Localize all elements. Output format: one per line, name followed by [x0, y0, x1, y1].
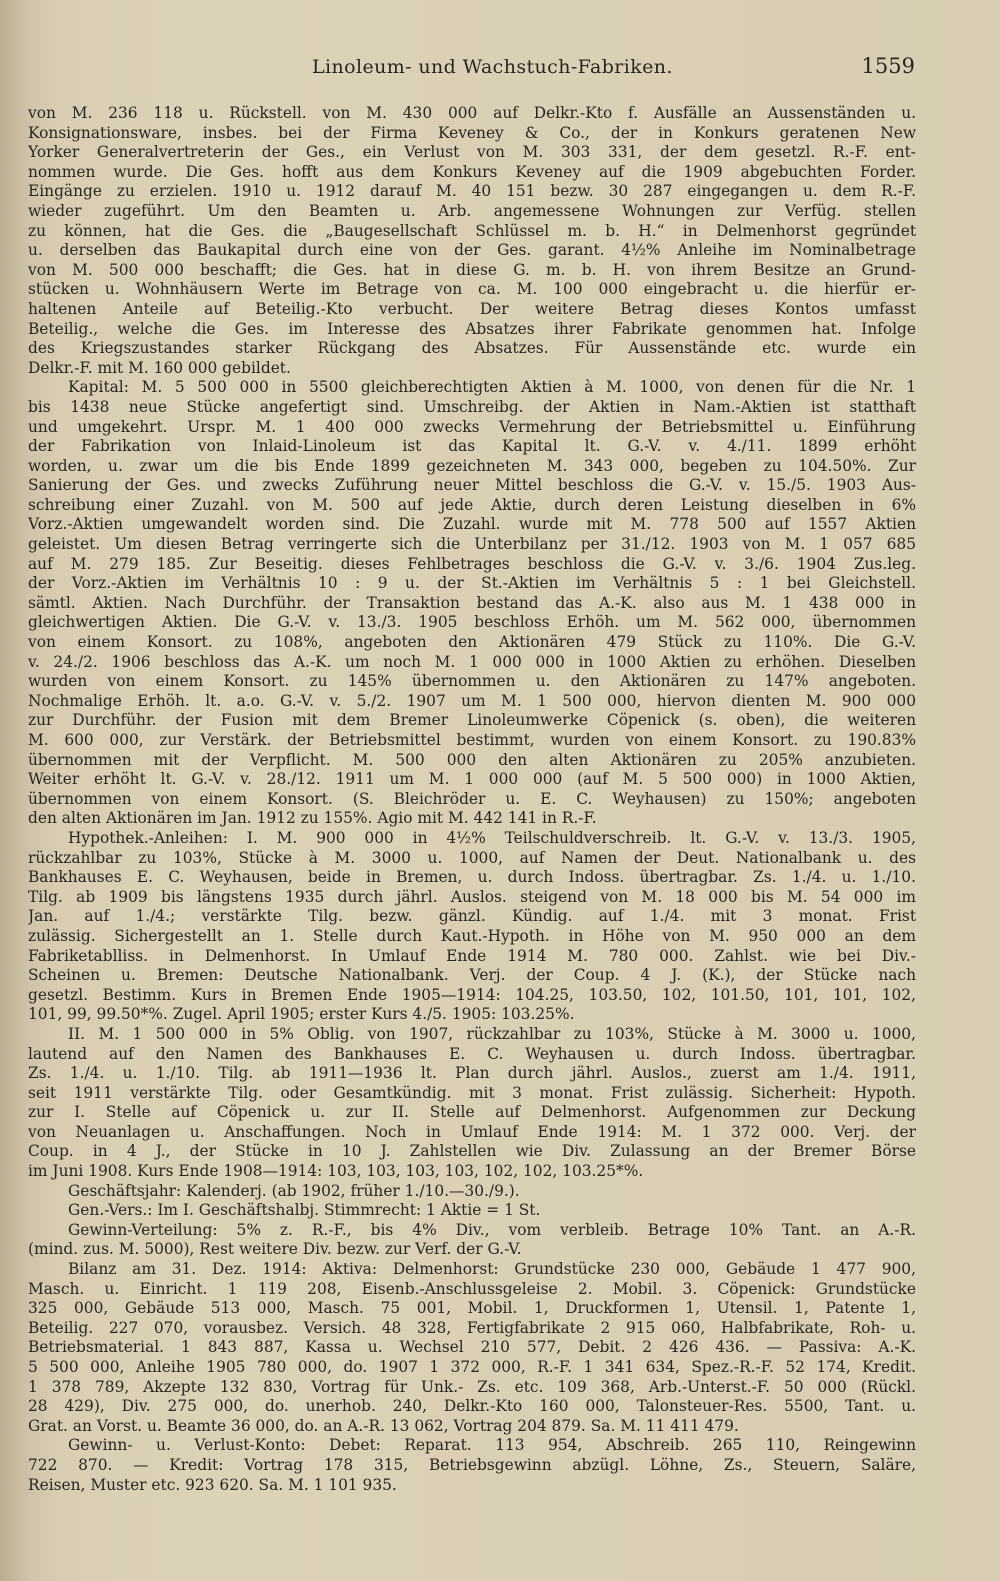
text-line: Beteilig., welche die Ges. im Interesse des Absatzes ihrer Fabrikate genommen hat. Infolge [28, 319, 916, 338]
page-header [0, 52, 1000, 86]
text-line: Nochmalige Erhöh. lt. a.o. G.-V. v. 5./2. 1907 um M. 1 500 000, hiervon dienten M. 900 000 [28, 691, 916, 710]
text-line: im Juni 1908. Kurs Ende 1908—1914: 103, 103, 103, 103, 102, 102, 103.25*%. [28, 1162, 644, 1181]
text-line: Jan. auf 1./4.; verstärkte Tilg. bezw. gänzl. Kündig. auf 1./4. mit 3 monat. Frist [28, 907, 916, 926]
text-line: geleistet. Um diesen Betrag verringerte sich die Unterbilanz per 31./12. 1903 von M. 1 057 685 [28, 535, 916, 554]
text-line: rückzahlbar zu 103%, Stücke à M. 3000 u. 1000, auf Namen der Deut. Nationalbank u. des [28, 848, 916, 867]
text-line: schreibung einer Zuzahl. von M. 500 auf jede Aktie, durch deren Leistung dieselben in 6% [28, 495, 916, 514]
text-line: Kapital: M. 5 500 000 in 5500 gleichberechtigten Aktien à M. 1000, von denen für die Nr. 1 [68, 378, 916, 397]
text-line: von Neuanlagen u. Anschaffungen. Noch in Umlauf Ende 1914: M. 1 372 000. Verj. der [28, 1122, 916, 1141]
text-line: Geschäftsjahr: Kalenderj. (ab 1902, früher 1./10.—30./9.). [68, 1181, 520, 1200]
text-line: gesetzl. Bestimm. Kurs in Bremen Ende 1905—1914: 104.25, 103.50, 102, 101.50, 101, 101, 102, [28, 985, 916, 1004]
text-line: bis 1438 neue Stücke angefertigt sind. Umschreibg. der Aktien in Nam.-Aktien ist statthaft [28, 397, 916, 416]
text-line: II. M. 1 500 000 in 5% Oblig. von 1907, rückzahlbar zu 103%, Stücke à M. 3000 u. 1000, [68, 1024, 916, 1043]
body-text [28, 104, 916, 1495]
text-line: Weiter erhöht lt. G.-V. v. 28./12. 1911 um M. 1 000 000 (auf M. 5 500 000) in 1000 Aktien, [28, 770, 916, 789]
text-line: Vorz.-Aktien umgewandelt worden sind. Die Zuzahl. wurde mit M. 778 500 auf 1557 Aktien [28, 515, 916, 534]
text-line: (mind. zus. M. 5000), Rest weitere Div. bezw. zur Verf. der G.-V. [28, 1240, 522, 1259]
text-line: von einem Konsort. zu 108%, angeboten den Aktionären 479 Stück zu 110%. Die G.-V. [28, 633, 916, 652]
text-line: Reisen, Muster etc. 923 620. Sa. M. 1 101 935. [28, 1475, 397, 1494]
text-line: 28 429), Div. 275 000, do. unerhob. 240, Delkr.-Kto 160 000, Talonsteuer-Res. 5500, Tant. u. [28, 1397, 916, 1416]
text-line: Delkr.-F. mit M. 160 000 gebildet. [28, 358, 291, 377]
text-line: den alten Aktionären im Jan. 1912 zu 155%. Agio mit M. 442 141 in R.-F. [28, 809, 597, 828]
text-line: der Fabrikation von Inlaid-Linoleum ist das Kapital lt. G.-V. v. 4./11. 1899 erhöht [28, 437, 916, 456]
text-line: Bilanz am 31. Dez. 1914: Aktiva: Delmenhorst: Grundstücke 230 000, Gebäude 1 477 900, [68, 1260, 916, 1279]
text-line: sämtl. Aktien. Nach Durchführ. der Transaktion bestand das A.-K. also aus M. 1 438 000 in [28, 593, 916, 612]
text-line: von M. 236 118 u. Rückstell. von M. 430 000 auf Delkr.-Kto f. Ausfälle an Aussenständen u. [28, 104, 916, 122]
text-line: gleichwertigen Aktien. Die G.-V. v. 13./3. 1905 beschloss Erhöh. um M. 562 000, übernommen [28, 613, 916, 632]
text-line: Gen.-Vers.: Im I. Geschäftshalbj. Stimmrecht: 1 Aktie = 1 St. [68, 1201, 541, 1220]
text-line: u. derselben das Baukapital durch eine von der Ges. garant. 4½% Anleihe im Nominalbetrage [28, 241, 916, 260]
text-line: Hypothek.-Anleihen: I. M. 900 000 in 4½% Teilschuldverschreib. lt. G.-V. v. 13./3. 1905, [68, 828, 916, 847]
text-line: Yorker Generalvertreterin der Ges., ein Verlust von M. 303 331, der dem gesetzl. R.-F. ent- [28, 143, 916, 162]
text-line: wieder zugeführt. Um den Beamten u. Arb. angemessene Wohnungen zur Verfüg. stellen [28, 201, 916, 220]
text-line: Scheinen u. Bremen: Deutsche Nationalbank. Verj. der Coup. 4 J. (K.), der Stücke nach [28, 966, 916, 985]
text-line: 101, 99, 99.50*%. Zugel. April 1905; erster Kurs 4./5. 1905: 103.25%. [28, 1005, 575, 1024]
text-line: Masch. u. Einricht. 1 119 208, Eisenb.-Anschlussgeleise 2. Mobil. 3. Cöpenick: Grundstücke [28, 1279, 916, 1298]
page-number: 1559 [861, 54, 915, 78]
text-line: der Vorz.-Aktien im Verhältnis 10 : 9 u. der St.-Aktien im Verhältnis 5 : 1 bei Gleichstell. [28, 574, 916, 593]
text-line: M. 600 000, zur Verstärk. der Betriebsmittel bestimmt, wurden von einem Konsort. zu 190.83% [28, 731, 916, 749]
text-line: von M. 500 000 beschafft; die Ges. hat in diese G. m. b. H. von ihrem Besitze an Grund- [28, 260, 916, 279]
text-line: Gewinn-Verteilung: 5% z. R.-F., bis 4% Div., vom verbleib. Betrage 10% Tant. an A.-R. [68, 1220, 916, 1239]
text-line: Konsignationsware, insbes. bei der Firma Keveney & Co., der in Konkurs geratenen New [28, 123, 916, 142]
text-line: 722 870. — Kredit: Vortrag 178 315, Betriebsgewinn abzügl. Löhne, Zs., Steuern, Saläre, [28, 1455, 916, 1474]
text-line: v. 24./2. 1906 beschloss das A.-K. um noch M. 1 000 000 in 1000 Aktien zu erhöhen. Dieselben [28, 652, 916, 671]
text-line: Zs. 1./4. u. 1./10. Tilg. ab 1911—1936 lt. Plan durch jährl. Auslos., zuerst am 1./4. 1911, [28, 1064, 916, 1083]
text-line: zulässig. Sichergestellt an 1. Stelle durch Kaut.-Hypoth. in Höhe von M. 950 000 an dem [28, 926, 916, 945]
text-line: Betriebsmaterial. 1 843 887, Kassa u. Wechsel 210 577, Debit. 2 426 436. — Passiva: A.-K. [28, 1338, 916, 1357]
text-line: zur Durchführ. der Fusion mit dem Bremer Linoleumwerke Cöpenick (s. oben), die weiteren [28, 711, 916, 730]
text-line: wurden von einem Konsort. zu 145% übernommen u. den Aktionären zu 147% angeboten. [28, 672, 916, 691]
text-line: Sanierung der Ges. und zwecks Zuführung neuer Mittel beschloss die G.-V. v. 15./5. 1903 Aus- [28, 476, 916, 495]
text-line: und umgekehrt. Urspr. M. 1 400 000 zwecks Vermehrung der Betriebsmittel u. Einführung [28, 417, 916, 436]
text-line: Eingänge zu erzielen. 1910 u. 1912 darauf M. 40 151 bezw. 30 287 eingegangen u. dem R.-F. [28, 182, 916, 201]
text-line: Grat. an Vorst. u. Beamte 36 000, do. an A.-R. 13 062, Vortrag 204 879. Sa. M. 11 411 479. [28, 1416, 739, 1435]
text-line: Gewinn- u. Verlust-Konto: Debet: Reparat. 113 954, Abschreib. 265 110, Reingewinn [68, 1436, 916, 1455]
text-line: Coup. in 4 J., der Stücke in 10 J. Zahlstellen wie Div. Zulassung an der Bremer Börse [28, 1142, 916, 1161]
text-line: Beteilig. 227 070, vorausbez. Versich. 48 328, Fertigfabrikate 2 915 060, Halbfabrikate, Roh- u. [28, 1318, 916, 1337]
text-line: stücken u. Wohnhäusern Werte im Betrage von ca. M. 100 000 eingebracht u. die hierfür er- [28, 280, 916, 299]
text-line: 5 500 000, Anleihe 1905 780 000, do. 1907 1 372 000, R.-F. 1 341 634, Spez.-R.-F. 52 174, Kredit. [28, 1358, 916, 1376]
running-title: Linoleum- und Wachstuch-Fabriken. [312, 56, 673, 78]
text-line: worden, u. zwar um die bis Ende 1899 gezeichneten M. 343 000, begeben zu 104.50%. Zur [28, 456, 916, 475]
text-line: übernommen von einem Konsort. (S. Bleichröder u. E. C. Weyhausen) zu 150%; angeboten [28, 789, 916, 808]
text-line: haltenen Anteile auf Beteilig.-Kto verbucht. Der weitere Betrag dieses Kontos umfasst [28, 299, 916, 318]
text-line: lautend auf den Namen des Bankhauses E. C. Weyhausen u. durch Indoss. übertragbar. [28, 1044, 916, 1063]
text-line: zur I. Stelle auf Cöpenick u. zur II. Stelle auf Delmenhorst. Aufgenommen zur Deckung [28, 1103, 916, 1122]
text-line: Tilg. ab 1909 bis längstens 1935 durch jährl. Auslos. steigend von M. 18 000 bis M. 54 000 im [28, 887, 916, 906]
text-line: auf M. 279 185. Zur Beseitig. dieses Fehlbetrages beschloss die G.-V. v. 3./6. 1904 Zus.leg. [28, 554, 916, 573]
text-line: des Kriegszustandes starker Rückgang des Absatzes. Für Aussenstände etc. wurde ein [28, 339, 916, 358]
text-line: Bankhauses E. C. Weyhausen, beide in Bremen, u. durch Indoss. übertragbar. Zs. 1./4. u. 1./10. [28, 868, 916, 887]
text-line: zu können, hat die Ges. die „Baugesellschaft Schlüssel m. b. H.“ in Delmenhorst gegründet [28, 221, 916, 240]
text-line: übernommen mit der Verpflicht. M. 500 000 den alten Aktionären zu 205% anzubieten. [28, 750, 916, 769]
text-line: nommen wurde. Die Ges. hofft aus dem Konkurs Keveney auf die 1909 abgebuchten Forder. [28, 162, 916, 181]
text-line: 1 378 789, Akzepte 132 830, Vortrag für Unk.- Zs. etc. 109 368, Arb.-Unterst.-F. 50 000 (Rückl. [28, 1377, 916, 1396]
text-line: Fabriketablliss. in Delmenhorst. In Umlauf Ende 1914 M. 780 000. Zahlst. wie bei Div.- [28, 946, 916, 965]
text-line: 325 000, Gebäude 513 000, Masch. 75 001, Mobil. 1, Druckformen 1, Utensil. 1, Patente 1, [28, 1299, 916, 1318]
text-line: seit 1911 verstärkte Tilg. oder Gesamtkündig. mit 3 monat. Frist zulässig. Sicherheit: Hypoth. [28, 1083, 916, 1102]
